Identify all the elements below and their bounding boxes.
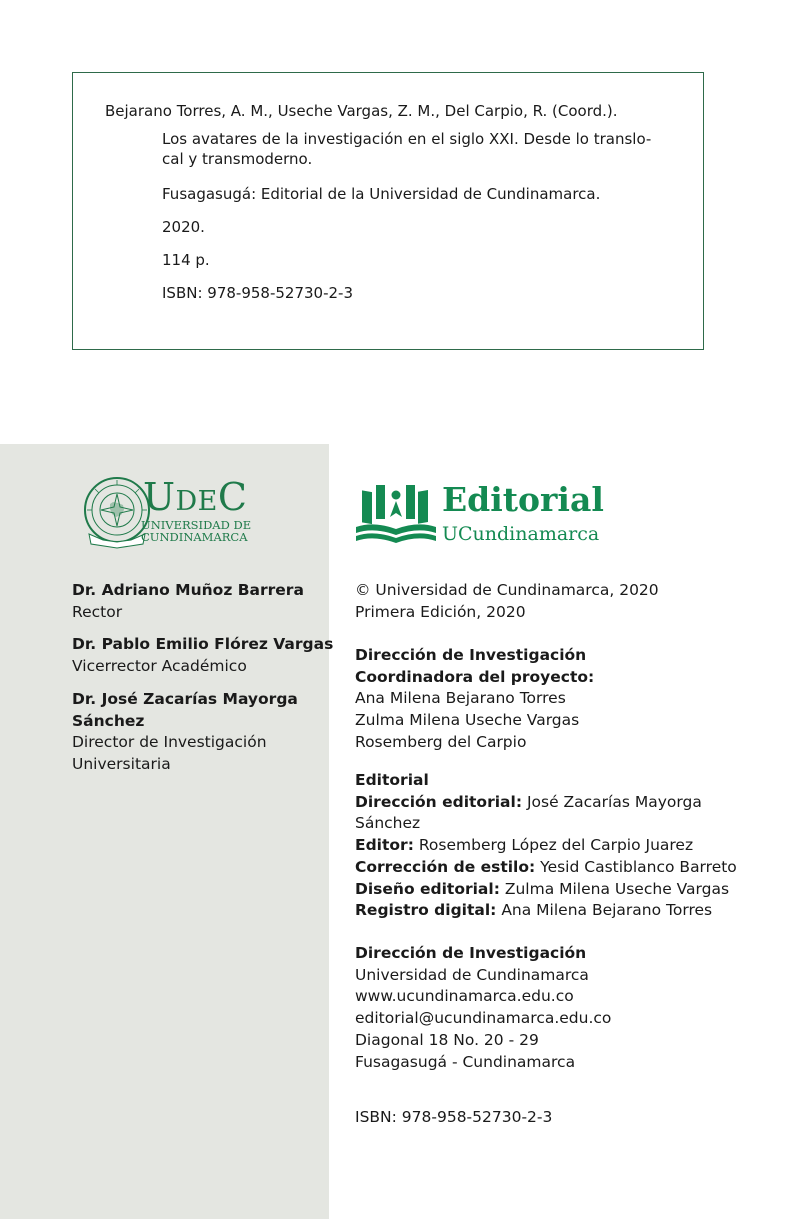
contact-institution: Universidad de Cundinamarca bbox=[355, 965, 589, 984]
credit-label: Editor: bbox=[355, 836, 414, 855]
credit-value: Ana Milena Bejarano Torres bbox=[501, 901, 713, 920]
credit-line-editor bbox=[355, 835, 737, 857]
catalog-isbn: ISBN: 978-958-52730-2-3 bbox=[162, 284, 353, 302]
credit-line-direction bbox=[355, 792, 737, 814]
editorial-logo bbox=[354, 481, 604, 547]
coordinator-person: Ana Milena Bejarano Torres bbox=[355, 689, 566, 708]
catalog-record-box bbox=[72, 72, 704, 350]
credit-label: Diseño editorial: bbox=[355, 879, 500, 898]
udec-subtitle-line1: UNIVERSIDAD DE bbox=[141, 518, 252, 532]
authorities-list bbox=[72, 580, 333, 776]
udec-logo bbox=[83, 474, 253, 554]
credit-value: Rosemberg López del Carpio Juarez bbox=[418, 836, 694, 855]
catalog-publisher: Fusagasugá: Editorial de la Universidad de Cundinamarca. bbox=[162, 185, 601, 203]
left-panel bbox=[0, 444, 329, 1219]
credit-value: Yesid Castiblanco Barreto bbox=[540, 857, 737, 876]
research-director-role-line1: Director de Investigación bbox=[72, 733, 267, 752]
editorial-credits bbox=[355, 770, 737, 922]
research-heading: Dirección de Investigación bbox=[355, 646, 587, 664]
credit-label: Registro digital: bbox=[355, 901, 497, 920]
credit-value: Zulma Milena Useche Vargas bbox=[504, 879, 730, 898]
credit-line-design bbox=[355, 879, 737, 901]
coordinator-person: Zulma Milena Useche Vargas bbox=[355, 711, 580, 730]
coordinator-person: Rosemberg del Carpio bbox=[355, 732, 527, 751]
vicerrector-name: Dr. Pablo Emilio Flórez Vargas bbox=[72, 635, 334, 654]
edition-info bbox=[355, 580, 659, 623]
vicerrector-role: Vicerrector Académico bbox=[72, 657, 247, 676]
coordinator-label: Coordinadora del proyecto: bbox=[355, 667, 595, 686]
copyright-line: © Universidad de Cundinamarca, 2020 bbox=[355, 581, 659, 599]
research-credits bbox=[355, 645, 594, 754]
catalog-authors: Bejarano Torres, A. M., Useche Vargas, Z. M., Del Carpio, R. (Coord.). bbox=[105, 102, 618, 120]
credit-value-continued: Sánchez bbox=[355, 814, 421, 833]
contact-heading: Dirección de Investigación bbox=[355, 944, 587, 962]
editorial-heading: Editorial bbox=[355, 771, 429, 789]
catalog-title-line1: Los avatares de la investigación en el siglo XXI. Desde lo translo- bbox=[162, 130, 652, 148]
research-director-name-line1: Dr. José Zacarías Mayorga bbox=[72, 689, 298, 708]
credit-line-style bbox=[355, 857, 737, 879]
editorial-subtitle: UCundinamarca bbox=[442, 523, 600, 545]
isbn-footer: ISBN: 978-958-52730-2-3 bbox=[355, 1108, 553, 1126]
udec-wordmark: UdeC bbox=[143, 475, 248, 519]
credit-label: Dirección editorial: bbox=[355, 792, 523, 811]
contact-website[interactable]: www.ucundinamarca.edu.co bbox=[355, 987, 574, 1006]
contact-address: Diagonal 18 No. 20 - 29 bbox=[355, 1030, 539, 1049]
credit-value: José Zacarías Mayorga bbox=[526, 792, 702, 811]
contact-email[interactable]: editorial@ucundinamarca.edu.co bbox=[355, 1009, 612, 1028]
edition-line: Primera Edición, 2020 bbox=[355, 602, 526, 621]
catalog-year: 2020. bbox=[162, 218, 205, 236]
credit-line-digital bbox=[355, 900, 737, 922]
udec-subtitle-line2: CUNDINAMARCA bbox=[141, 530, 248, 544]
credit-label: Corrección de estilo: bbox=[355, 857, 536, 876]
contact-info bbox=[355, 943, 611, 1073]
research-director-role-line2: Universitaria bbox=[72, 754, 171, 773]
open-book-icon bbox=[354, 483, 438, 543]
research-director-name-line2: Sánchez bbox=[72, 711, 145, 730]
editorial-wordmark: Editorial bbox=[442, 480, 604, 519]
rector-role: Rector bbox=[72, 602, 123, 621]
contact-city: Fusagasugá - Cundinamarca bbox=[355, 1052, 576, 1071]
catalog-pages: 114 p. bbox=[162, 251, 210, 269]
catalog-title-line2: cal y transmoderno. bbox=[162, 150, 313, 168]
rector-name: Dr. Adriano Muñoz Barrera bbox=[72, 581, 304, 599]
